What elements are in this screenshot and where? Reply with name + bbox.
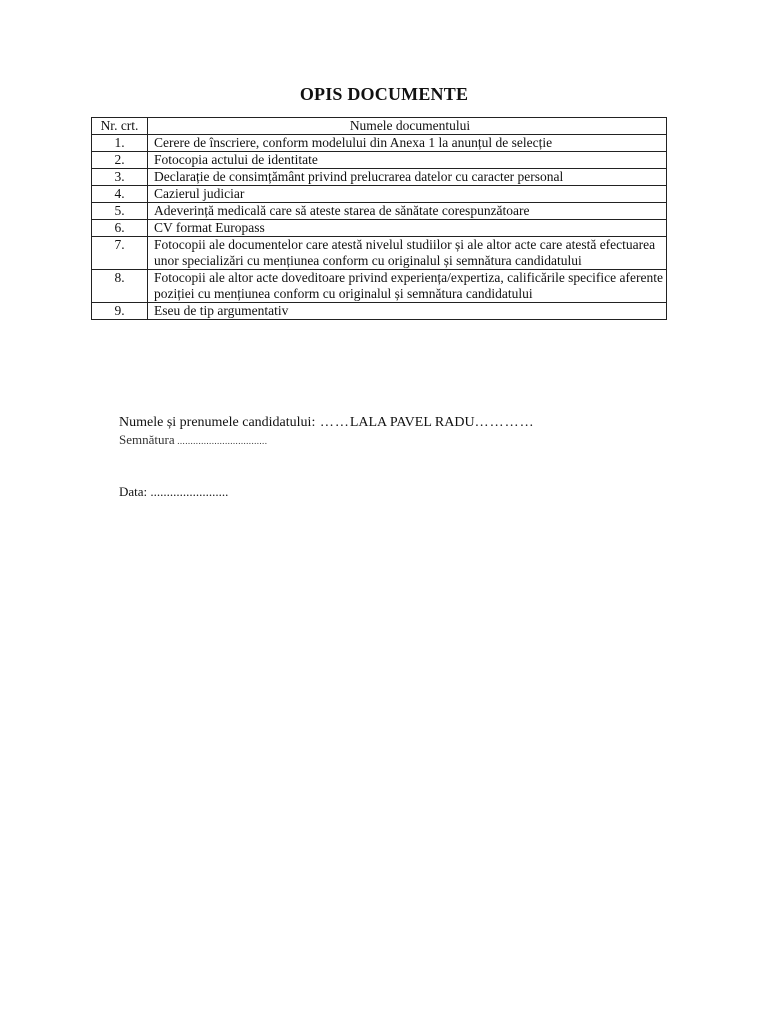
row-number: 3. [92,169,148,186]
row-document-name: Declarație de consimțământ privind prelucrarea datelor cu caracter personal [148,169,667,186]
row-number: 9. [92,303,148,320]
table-row [92,220,667,237]
table-row [92,152,667,169]
header-nr-crt: Nr. crt. [92,118,148,135]
signature-line [119,432,535,449]
table-row [92,186,667,203]
candidate-name: LALA PAVEL RADU [349,415,475,430]
page-title: OPIS DOCUMENTE [299,84,469,104]
table-row [92,203,667,220]
table-header-row [92,118,667,135]
row-document-name: Fotocopii ale altor acte doveditoare privind experiența/expertiza, calificările specifice aferente poziției cu mențiunea conform cu originalul și semnătura candidatului [148,270,667,303]
table-row [92,270,667,303]
row-number: 6. [92,220,148,237]
date-line: Data: ........................ [119,484,229,499]
row-number: 5. [92,203,148,220]
signature-dots: .................................. [174,436,268,446]
row-document-name: Fotocopia actului de identitate [148,152,667,169]
row-number: 4. [92,186,148,203]
candidate-name-line [119,414,535,432]
row-number: 1. [92,135,148,152]
candidate-dots-before: …… [315,415,350,430]
table-row [92,135,667,152]
signature-block [119,414,535,449]
table-row [92,237,667,270]
row-document-name: Eseu de tip argumentativ [148,303,667,320]
candidate-label: Numele și prenumele candidatului: [119,415,316,430]
table-row [92,303,667,320]
row-document-name: Adeverință medicală care să ateste starea de sănătate corespunzătoare [148,203,667,220]
documents-table [91,117,667,320]
signature-label: Semnătura [119,432,175,447]
table-row [92,169,667,186]
row-document-name: CV format Europass [148,220,667,237]
row-number: 7. [92,237,148,270]
row-number: 2. [92,152,148,169]
row-number: 8. [92,270,148,303]
row-document-name: Fotocopii ale documentelor care atestă nivelul studiilor și ale altor acte care atestă efectuarea unor specializări cu mențiunea conform cu originalul și semnătura candidatului [148,237,667,270]
candidate-dots-after: ………… [474,415,535,430]
header-document-name: Numele documentului [148,118,667,135]
row-document-name: Cerere de înscriere, conform modelului din Anexa 1 la anunțul de selecție [148,135,667,152]
row-document-name: Cazierul judiciar [148,186,667,203]
